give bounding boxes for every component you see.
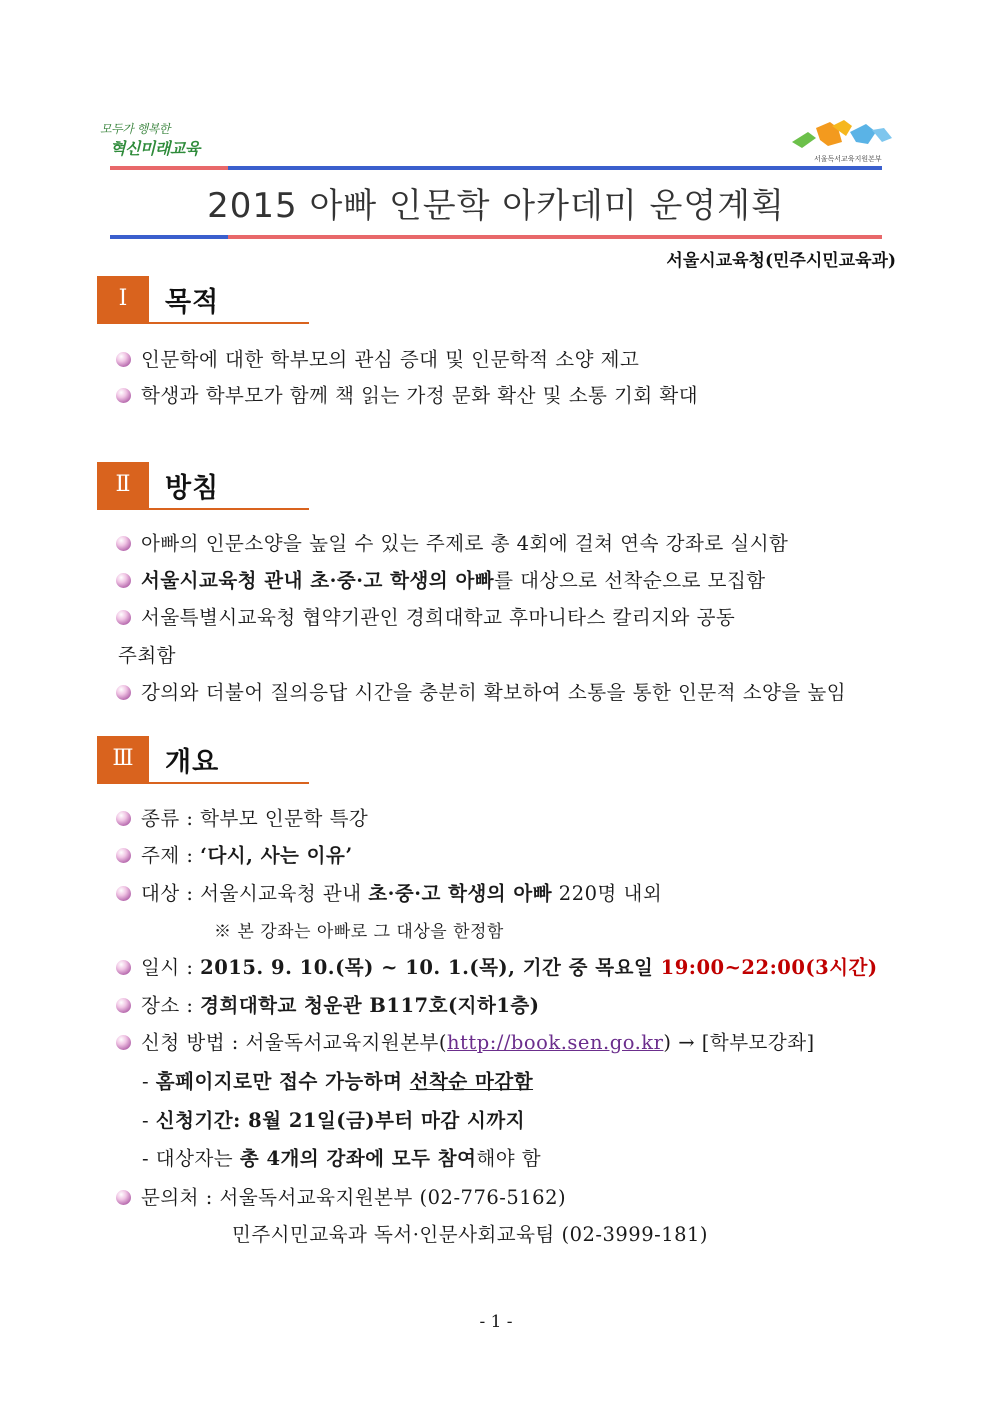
section-underline [97,782,309,784]
section-underline [97,508,309,510]
top-rule-red [110,166,228,170]
bullet-icon [116,998,131,1013]
overview-contact-line2: 민주시민교육과 독서·인문사회교육팀 (02-3999-181) [232,1223,709,1246]
overview-contact: 문의처 : 서울독서교육지원본부 (02-776-5162) [116,1182,566,1210]
section-title: 개요 [165,747,220,778]
section-number: Ⅲ [97,736,149,782]
overview-kind: 종류 : 학부모 인문학 특강 [116,803,368,831]
logo-left-name: 혁신미래교육 [110,139,200,158]
bullet-icon [116,352,131,367]
bullet-icon [116,536,131,551]
logo-hyeoksin-mirae [96,118,236,162]
section-title: 방침 [165,473,220,504]
organization: 서울시교육청(민주시민교육과) [666,251,896,271]
overview-date: 일시 : 2015. 9. 10.(목) ~ 10. 1.(목), 기간 중 목요일 19:00~22:00(3시간) [116,952,878,980]
section-title: 목적 [165,287,220,318]
list-item: 서울특별시교육청 협약기관인 경희대학교 후마니타스 칼리지와 공동 [116,602,735,630]
list-item-continuation: 주최함 [118,644,177,667]
overview-theme: 주제 : ‘다시, 사는 이유’ [116,840,353,868]
section-heading-overview [97,736,309,782]
bullet-icon [116,811,131,826]
overview-apply: 신청 방법 : 서울독서교육지원본부(http://book.sen.go.kr) → [학부모강좌] [116,1027,815,1055]
overview-apply-sub3: - 대상자는 총 4개의 강좌에 모두 참여해야 함 [142,1147,542,1170]
list-item: 서울시교육청 관내 초·중·고 학생의 아빠를 대상으로 선착순으로 모집함 [116,565,766,593]
overview-place: 장소 : 경희대학교 청운관 B117호(지하1층) [116,990,540,1018]
page-number: - 1 - [479,1312,513,1332]
bullet-icon [116,610,131,625]
section-heading-policy [97,462,309,508]
books-logo-icon [786,118,898,154]
logo-right-caption: 서울독서교육지원본부 [814,155,882,163]
overview-apply-sub2: - 신청기간: 8월 21일(금)부터 마감 시까지 [142,1109,526,1132]
logo-reading-support [786,118,898,164]
bullet-icon [116,685,131,700]
top-rule-blue [228,166,882,170]
list-item: 학생과 학부모가 함께 책 읽는 가정 문화 확산 및 소통 기회 확대 [116,380,698,408]
logo-left-slogan: 모두가 행복한 [100,122,170,136]
bullet-icon [116,848,131,863]
bullet-icon [116,573,131,588]
bottom-rule-blue [110,235,228,239]
overview-apply-sub1: - 홈페이지로만 접수 가능하며 선착순 마감함 [142,1070,534,1093]
section-underline [97,322,309,324]
bullet-icon [116,1035,131,1050]
bullet-icon [116,886,131,901]
bullet-icon [116,388,131,403]
homepage-link[interactable]: http://book.sen.go.kr [447,1031,664,1054]
section-heading-purpose [97,276,309,322]
bottom-rule-red [228,235,882,239]
overview-target: 대상 : 서울시교육청 관내 초·중·고 학생의 아빠 220명 내외 [116,878,662,906]
list-item: 인문학에 대한 학부모의 관심 증대 및 인문학적 소양 제고 [116,344,639,372]
list-item: 아빠의 인문소양을 높일 수 있는 주제로 총 4회에 걸쳐 연속 강좌로 실시함 [116,528,788,556]
list-item: 강의와 더불어 질의응답 시간을 충분히 확보하여 소통을 통한 인문적 소양을 높임 [116,677,846,705]
section-number: Ⅱ [97,462,149,508]
bullet-icon [116,1190,131,1205]
overview-target-note: ※ 본 강좌는 아빠로 그 대상을 한정함 [214,922,504,942]
bullet-icon [116,960,131,975]
section-number: Ⅰ [97,276,149,322]
page-title: 2015 아빠 인문학 아카데미 운영계획 [207,186,785,226]
